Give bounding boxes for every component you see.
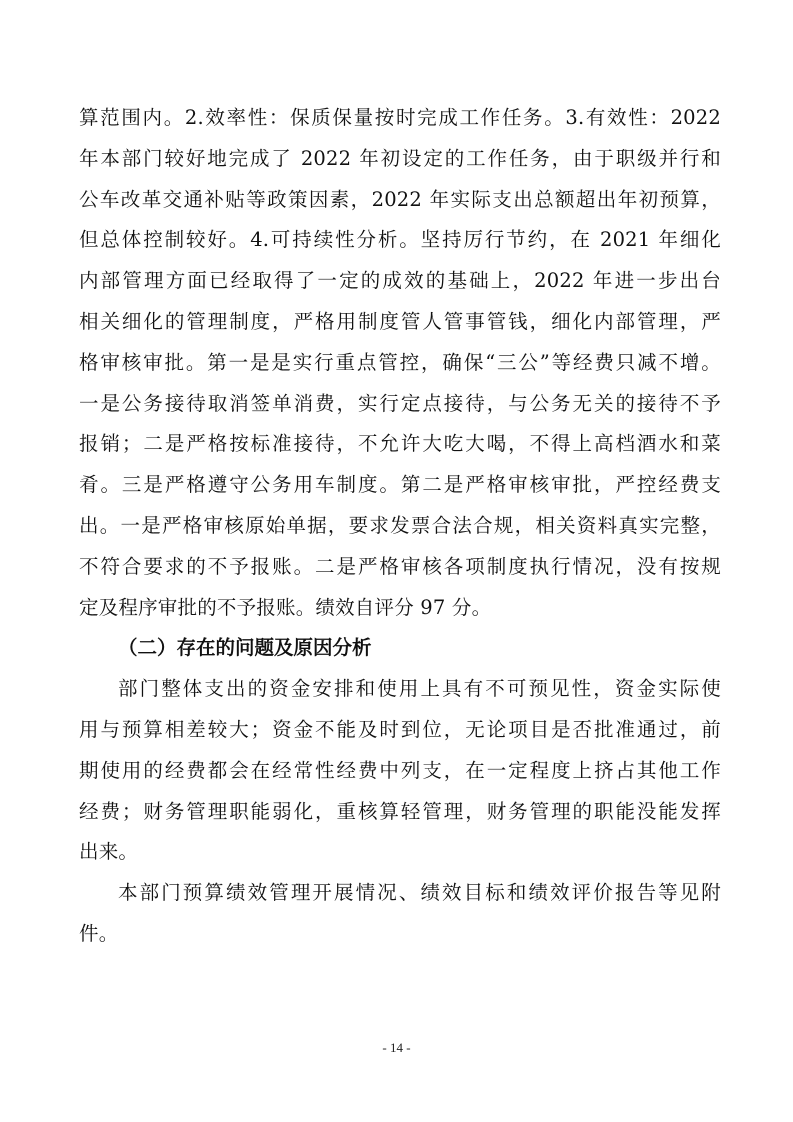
text-line: 肴。三是严格遵守公务用车制度。第二是严格审核审批，严控经费支 [79, 473, 721, 497]
text-line: 本部门预算绩效管理开展情况、绩效目标和绩效评价报告等见附 [118, 881, 721, 905]
text-line: 不符合要求的不予报账。二是严格审核各项制度执行情况，没有按规 [79, 554, 721, 578]
text-line: 但总体控制较好。4.可持续性分析。坚持厉行节约，在 2021 年细化 [79, 228, 721, 252]
body-text [79, 98, 721, 955]
text-line: 部门整体支出的资金安排和使用上具有不可预见性，资金实际使 [118, 677, 721, 701]
text-line: 内部管理方面已经取得了一定的成效的基础上，2022 年进一步出台 [79, 269, 721, 293]
text-line: 相关细化的管理制度，严格用制度管人管事管钱，细化内部管理，严 [79, 309, 721, 333]
text-line: 报销；二是严格按标准接待，不允许大吃大喝，不得上高档酒水和菜 [79, 432, 721, 456]
text-line: 经费；财务管理职能弱化，重核算轻管理，财务管理的职能没能发挥 [79, 799, 721, 823]
text-line: 算范围内。2.效率性：保质保量按时完成工作任务。3.有效性：2022 [79, 106, 721, 129]
text-line: 期使用的经费都会在经常性经费中列支，在一定程度上挤占其他工作 [79, 758, 721, 782]
text-line: 格审核审批。第一是是实行重点管控，确保“三公”等经费只减不增。 [79, 350, 721, 374]
page-number: - 14 - [382, 1040, 411, 1055]
text-line: 用与预算相差较大；资金不能及时到位，无论项目是否批准通过，前 [79, 717, 721, 741]
paragraph-problems [79, 669, 721, 873]
text-line: 公车改革交通补贴等政策因素，2022 年实际支出总额超出年初预算， [79, 187, 721, 211]
text-line: 年本部门较好地完成了 2022 年初设定的工作任务，由于职级并行和 [79, 146, 721, 170]
section-heading: （二）存在的问题及原因分析 [118, 636, 372, 660]
paragraph-performance-analysis [79, 98, 721, 628]
text-line: 定及程序审批的不予报账。绩效自评分 97 分。 [79, 595, 492, 619]
paragraph-attachment-note [79, 873, 721, 955]
text-line: 件。 [79, 921, 119, 945]
text-line: 出来。 [79, 840, 139, 864]
text-line: 出。一是严格审核原始单据，要求发票合法合规，相关资料真实完整， [79, 513, 721, 537]
text-line: 一是公务接待取消签单消费，实行定点接待，与公务无关的接待不予 [79, 391, 721, 415]
